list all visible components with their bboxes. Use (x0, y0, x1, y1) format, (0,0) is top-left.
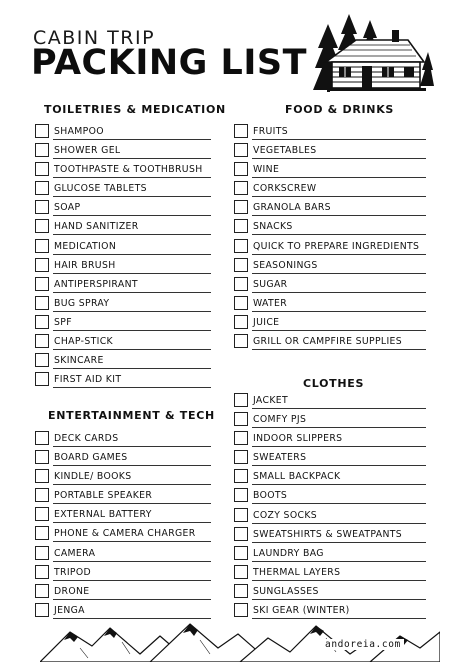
checkbox[interactable] (35, 450, 49, 464)
page-subtitle: CABIN TRIP (33, 27, 156, 49)
page-title: PACKING LIST (31, 43, 307, 83)
item-label: INDOOR SLIPPERS (252, 429, 426, 447)
checkbox[interactable] (234, 296, 248, 310)
item-label: PORTABLE SPEAKER (53, 486, 211, 504)
checkbox[interactable] (35, 507, 49, 521)
item-label: FRUITS (252, 122, 426, 140)
item-label: BUG SPRAY (53, 294, 211, 312)
checkbox[interactable] (35, 469, 49, 483)
checkbox[interactable] (35, 239, 49, 253)
checklist-item (234, 332, 426, 351)
checklist-item (35, 294, 211, 313)
log-cabin-icon (312, 12, 434, 94)
item-label: SNACKS (252, 217, 426, 235)
item-label: GLUCOSE TABLETS (53, 179, 211, 197)
item-label: SKI GEAR (WINTER) (252, 601, 426, 619)
item-label: SUGAR (252, 275, 426, 293)
checkbox[interactable] (234, 239, 248, 253)
item-label: VEGETABLES (252, 141, 426, 159)
checklist-item (35, 429, 211, 448)
checklist-item (234, 122, 426, 141)
item-label: FIRST AID KIT (53, 370, 211, 388)
item-label: SWEATSHIRTS & SWEATPANTS (252, 525, 426, 543)
item-label: EXTERNAL BATTERY (53, 505, 211, 523)
checklist-item (35, 486, 211, 505)
checkbox[interactable] (234, 219, 248, 233)
checklist-item (234, 256, 426, 275)
item-label: SHAMPOO (53, 122, 211, 140)
checklist-item (234, 198, 426, 217)
checklist-item (35, 505, 211, 524)
entertainment-heading: ENTERTAINMENT & TECH (48, 409, 215, 422)
checklist-item (35, 582, 211, 601)
item-label: WINE (252, 160, 426, 178)
item-label: TOOTHPASTE & TOOTHBRUSH (53, 160, 211, 178)
checklist-item (234, 160, 426, 179)
checkbox[interactable] (234, 508, 248, 522)
item-label: SPF (53, 313, 211, 331)
checklist-item (35, 217, 211, 236)
item-label: SMALL BACKPACK (252, 467, 426, 485)
checklist-item (234, 237, 426, 256)
checkbox[interactable] (234, 603, 248, 617)
checkbox[interactable] (35, 353, 49, 367)
item-label: JUICE (252, 313, 426, 331)
checkbox[interactable] (35, 565, 49, 579)
checkbox[interactable] (35, 526, 49, 540)
checklist-item (35, 256, 211, 275)
toiletries-heading: TOILETRIES & MEDICATION (44, 103, 226, 116)
checkbox[interactable] (35, 124, 49, 138)
checkbox[interactable] (234, 143, 248, 157)
food-list (234, 122, 426, 351)
checklist-item (234, 410, 426, 429)
checkbox[interactable] (35, 584, 49, 598)
checklist-item (234, 582, 426, 601)
item-label: KINDLE/ BOOKS (53, 467, 211, 485)
checklist-item (234, 448, 426, 467)
website-label: andoreia.com (322, 639, 404, 650)
checkbox[interactable] (234, 469, 248, 483)
checklist-item (234, 506, 426, 525)
checklist-item (234, 467, 426, 486)
item-label: GRILL OR CAMPFIRE SUPPLIES (252, 332, 426, 350)
item-label: MEDICATION (53, 237, 211, 255)
item-label: CAMERA (53, 544, 211, 562)
item-label: BOOTS (252, 486, 426, 504)
checkbox[interactable] (234, 258, 248, 272)
checkbox[interactable] (35, 258, 49, 272)
checkbox[interactable] (35, 200, 49, 214)
item-label: HAIR BRUSH (53, 256, 211, 274)
checkbox[interactable] (35, 277, 49, 291)
checkbox[interactable] (35, 372, 49, 386)
checkbox[interactable] (234, 412, 248, 426)
checklist-item (35, 332, 211, 351)
checkbox[interactable] (234, 450, 248, 464)
checklist-item (35, 524, 211, 543)
checklist-item (234, 525, 426, 544)
item-label: TRIPOD (53, 563, 211, 581)
checkbox[interactable] (35, 334, 49, 348)
checkbox[interactable] (234, 277, 248, 291)
item-label: HAND SANITIZER (53, 217, 211, 235)
checklist-item (35, 563, 211, 582)
checklist-item (234, 217, 426, 236)
checkbox[interactable] (35, 143, 49, 157)
checklist-item (35, 544, 211, 563)
checklist-item (35, 370, 211, 389)
checklist-item (234, 313, 426, 332)
checkbox[interactable] (234, 181, 248, 195)
entertainment-list (35, 429, 211, 620)
checkbox[interactable] (35, 603, 49, 617)
checklist-item (35, 275, 211, 294)
item-label: GRANOLA BARS (252, 198, 426, 216)
checkbox[interactable] (234, 200, 248, 214)
checklist-item (234, 563, 426, 582)
checkbox[interactable] (234, 546, 248, 560)
checkbox[interactable] (234, 584, 248, 598)
checkbox[interactable] (234, 431, 248, 445)
checklist-item (35, 467, 211, 486)
item-label: SKINCARE (53, 351, 211, 369)
item-label: SEASONINGS (252, 256, 426, 274)
checkbox[interactable] (234, 488, 248, 502)
checkbox[interactable] (234, 393, 248, 407)
checklist-item (35, 351, 211, 370)
item-label: SWEATERS (252, 448, 426, 466)
checklist-item (35, 122, 211, 141)
item-label: WATER (252, 294, 426, 312)
checklist-item (35, 160, 211, 179)
checklist-item (234, 294, 426, 313)
item-label: COMFY PJS (252, 410, 426, 428)
checkbox[interactable] (35, 431, 49, 445)
item-label: SOAP (53, 198, 211, 216)
clothes-heading: CLOTHES (303, 377, 365, 390)
checkbox[interactable] (234, 162, 248, 176)
item-label: JACKET (252, 391, 426, 409)
item-label: SHOWER GEL (53, 141, 211, 159)
item-label: THERMAL LAYERS (252, 563, 426, 581)
checkbox[interactable] (35, 546, 49, 560)
checklist-item (234, 391, 426, 410)
item-label: COZY SOCKS (252, 506, 426, 524)
checkbox[interactable] (234, 565, 248, 579)
checklist-item (35, 448, 211, 467)
checkbox[interactable] (234, 124, 248, 138)
toiletries-list (35, 122, 211, 389)
checkbox[interactable] (35, 315, 49, 329)
item-label: PHONE & CAMERA CHARGER (53, 524, 211, 542)
item-label: CHAP-STICK (53, 332, 211, 350)
checklist-item (234, 486, 426, 505)
item-label: SUNGLASSES (252, 582, 426, 600)
item-label: CORKSCREW (252, 179, 426, 197)
checkbox[interactable] (234, 334, 248, 348)
checklist-item (35, 179, 211, 198)
checkbox[interactable] (35, 162, 49, 176)
checklist-item (234, 275, 426, 294)
checkbox[interactable] (234, 527, 248, 541)
item-label: DECK CARDS (53, 429, 211, 447)
checkbox[interactable] (35, 296, 49, 310)
checklist-item (234, 544, 426, 563)
checkbox[interactable] (234, 315, 248, 329)
checkbox[interactable] (35, 181, 49, 195)
checkbox[interactable] (35, 219, 49, 233)
checklist-item (35, 141, 211, 160)
food-heading: FOOD & DRINKS (285, 103, 395, 116)
item-label: ANTIPERSPIRANT (53, 275, 211, 293)
checkbox[interactable] (35, 488, 49, 502)
clothes-list (234, 391, 426, 620)
checklist-item (35, 313, 211, 332)
item-label: BOARD GAMES (53, 448, 211, 466)
item-label: LAUNDRY BAG (252, 544, 426, 562)
item-label: JENGA (53, 601, 211, 619)
checklist-item (35, 198, 211, 217)
item-label: DRONE (53, 582, 211, 600)
checklist-item (234, 141, 426, 160)
checklist-item (234, 179, 426, 198)
checklist-item (234, 429, 426, 448)
checklist-item (35, 237, 211, 256)
item-label: QUICK TO PREPARE INGREDIENTS (252, 237, 426, 255)
